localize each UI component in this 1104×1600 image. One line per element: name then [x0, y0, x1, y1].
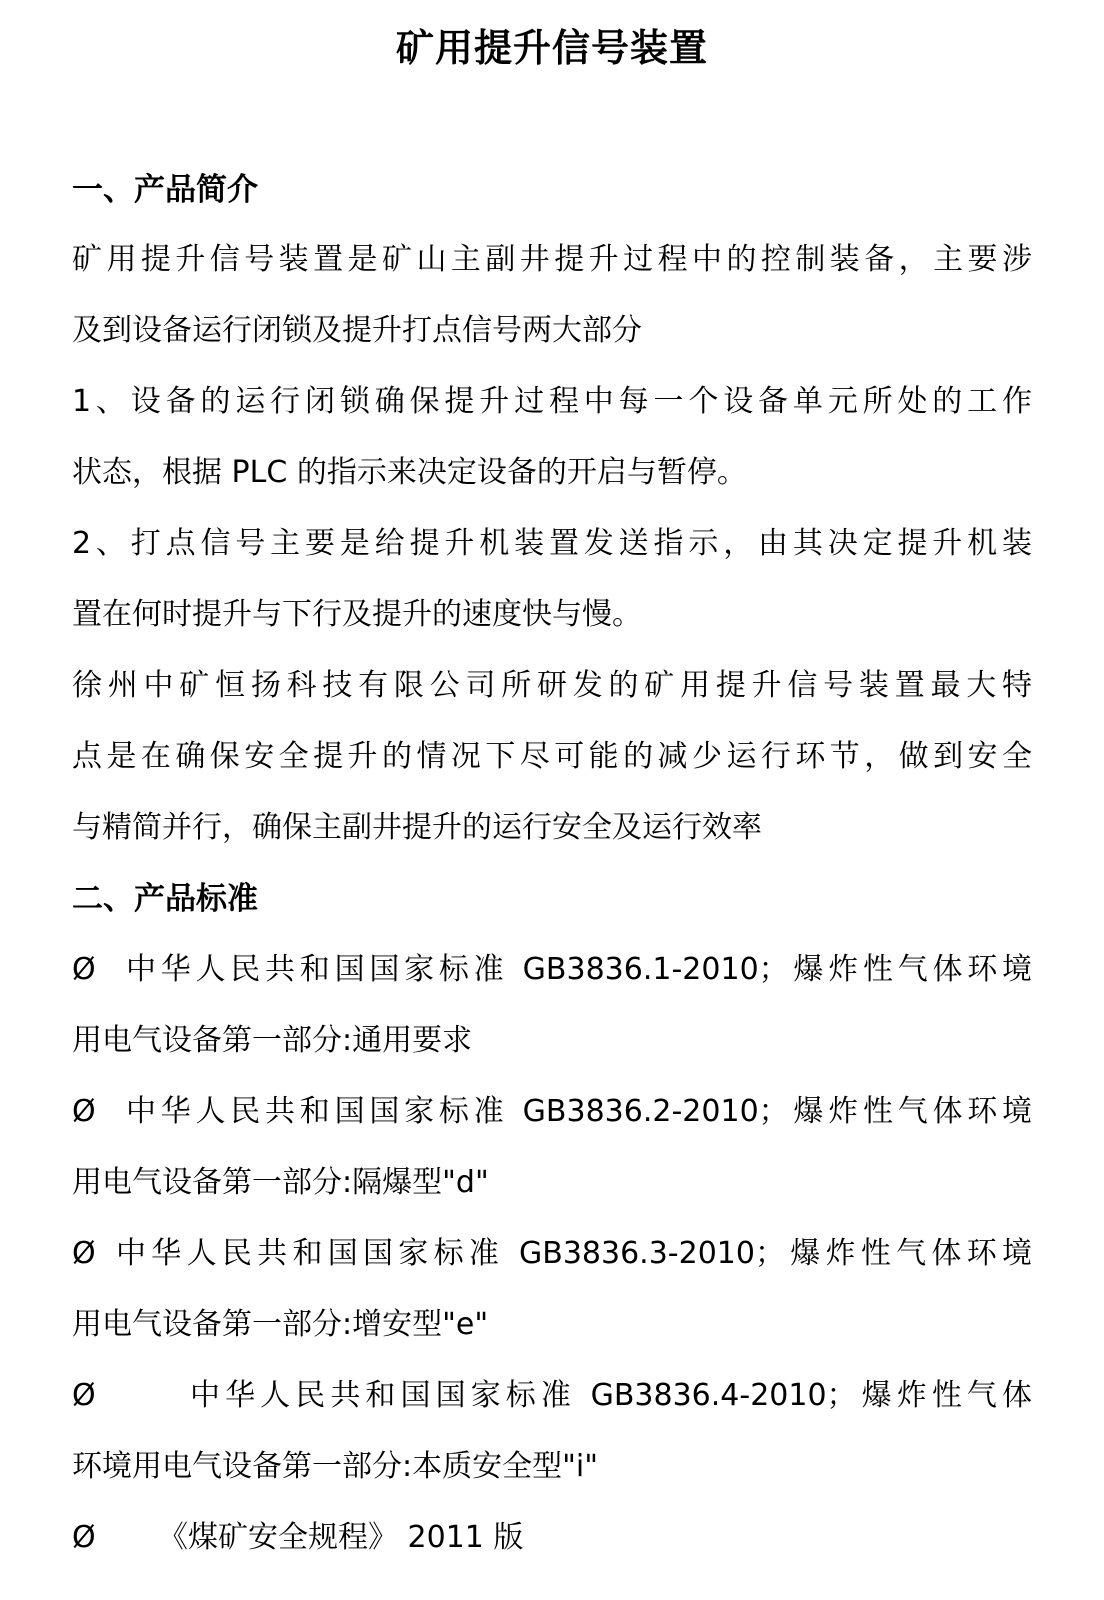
- standard-3-line-1: [72, 1232, 1032, 1276]
- standard-5-line: [72, 1516, 1032, 1560]
- company-line-3: 与精简并行，确保主副井提升的运行安全及运行效率: [72, 810, 762, 845]
- standard-1-line-2: 用电气设备第一部分:通用要求: [72, 1023, 473, 1058]
- intro-point-2-line-2: 置在何时提升与下行及提升的速度快与慢。: [72, 597, 642, 632]
- standard-1-line-1: [72, 948, 1032, 992]
- bullet-mark: Ø: [72, 952, 96, 987]
- coal-mine-safety-regulation: 《煤矿安全规程》 2011 版: [158, 1520, 524, 1555]
- standard-4-text: 中华人民共和国国家标准 GB3836.4-2010；爆炸性气体: [190, 1378, 1032, 1413]
- standard-4-line-2: 环境用电气设备第一部分:本质安全型"i": [72, 1449, 599, 1484]
- intro-point-2-line-1: 2、打点信号主要是给提升机装置发送指示，由其决定提升机装: [72, 526, 1032, 561]
- intro-line-1: 矿用提升信号装置是矿山主副井提升过程中的控制装备，主要涉: [72, 242, 1032, 277]
- company-line-2: 点是在确保安全提升的情况下尽可能的减少运行环节，做到安全: [72, 739, 1032, 774]
- bullet-mark: Ø: [72, 1520, 96, 1555]
- intro-point-1-line-2: 状态，根据 PLC 的指示来决定设备的开启与暂停。: [72, 455, 747, 490]
- bullet-mark: Ø: [72, 1236, 96, 1271]
- section-heading-standards: 二、产品标准: [72, 881, 258, 917]
- document-title: 矿用提升信号装置: [395, 26, 708, 70]
- intro-point-1-line-1: 1、设备的运行闭锁确保提升过程中每一个设备单元所处的工作: [72, 384, 1032, 419]
- bullet-mark: Ø: [72, 1094, 96, 1129]
- intro-line-2: 及到设备运行闭锁及提升打点信号两大部分: [72, 313, 642, 348]
- company-line-1: 徐州中矿恒扬科技有限公司所研发的矿用提升信号装置最大特: [72, 668, 1032, 703]
- standard-1-text: 中华人民共和国国家标准 GB3836.1-2010；爆炸性气体环境: [126, 952, 1032, 987]
- bullet-mark: Ø: [72, 1378, 96, 1413]
- standard-3-text: 中华人民共和国国家标准 GB3836.3-2010；爆炸性气体环境: [116, 1236, 1032, 1271]
- standard-2-line-1: [72, 1090, 1032, 1134]
- standard-2-text: 中华人民共和国国家标准 GB3836.2-2010；爆炸性气体环境: [126, 1094, 1032, 1129]
- standard-4-line-1: [72, 1374, 1032, 1418]
- standard-2-line-2: 用电气设备第一部分:隔爆型"d": [72, 1165, 489, 1200]
- standard-3-line-2: 用电气设备第一部分:增安型"e": [72, 1307, 489, 1342]
- section-heading-introduction: 一、产品简介: [72, 172, 258, 208]
